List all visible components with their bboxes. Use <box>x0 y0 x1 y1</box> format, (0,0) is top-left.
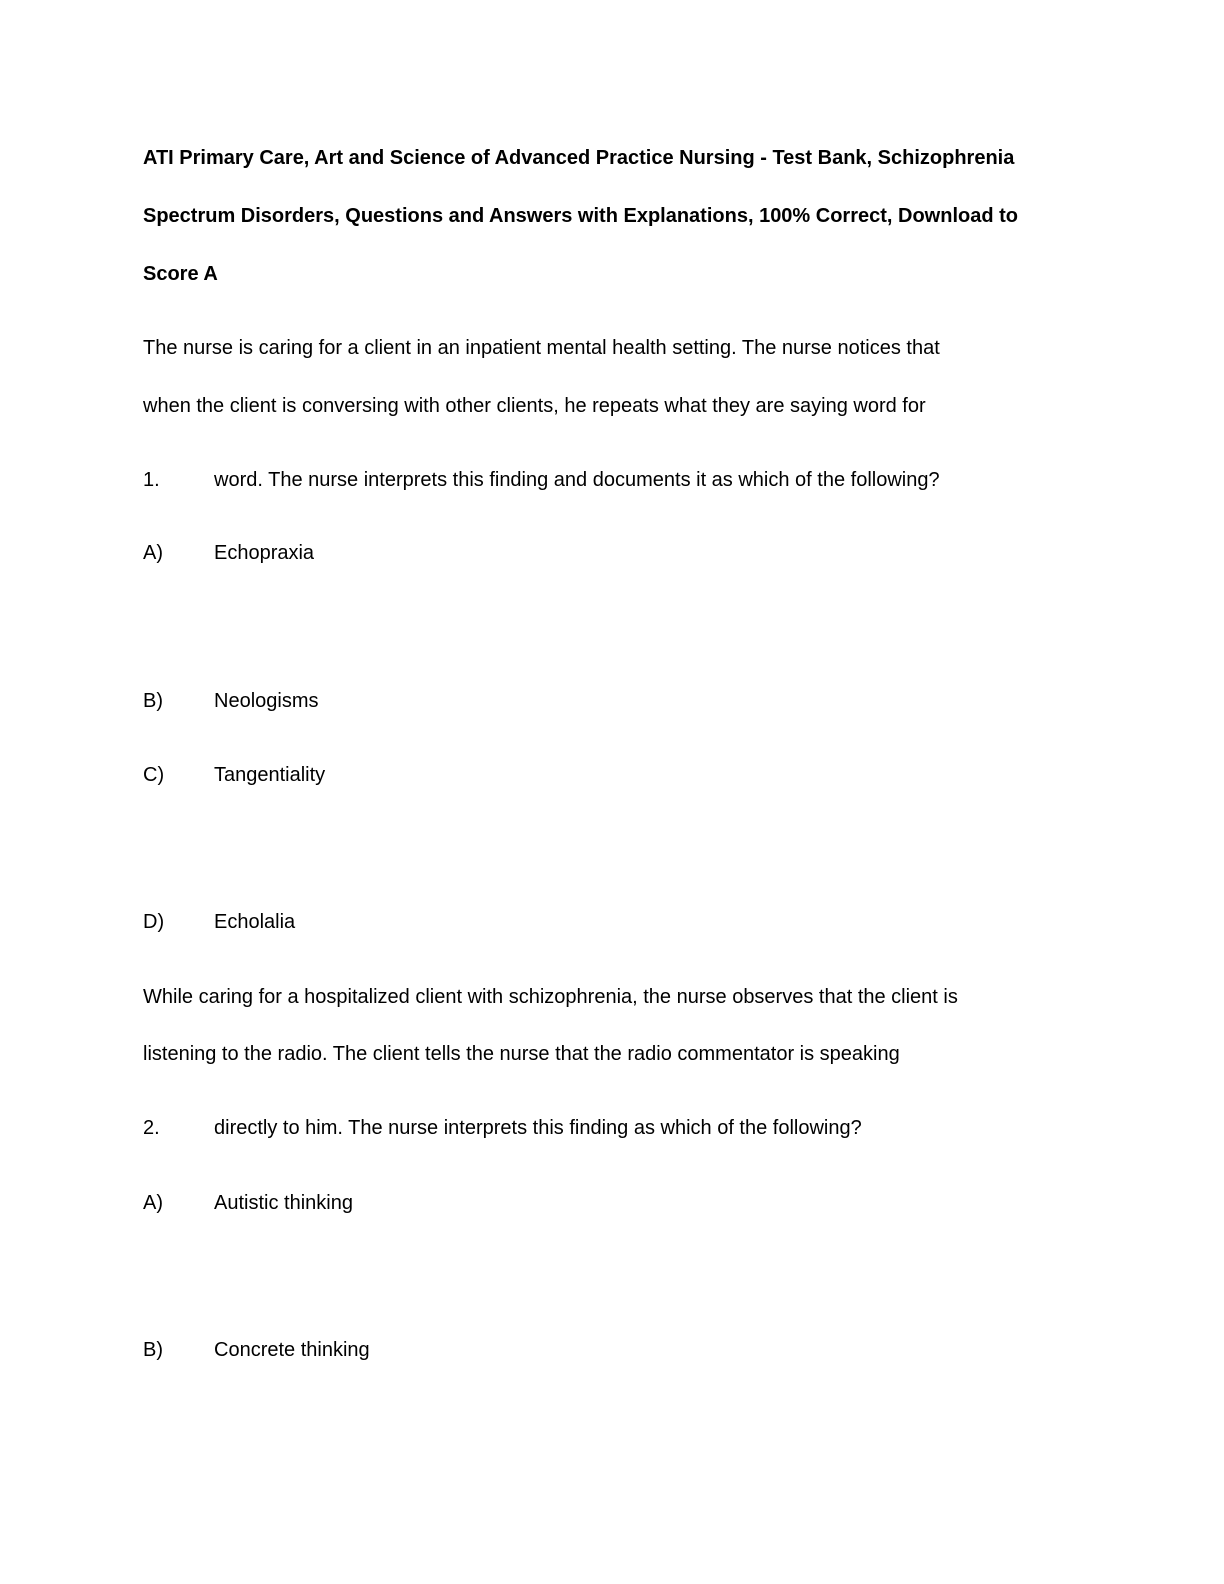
question-1-stem-line-1: The nurse is caring for a client in an inpatient mental health setting. The nurse notices that <box>143 337 940 359</box>
question-1-number: 1. <box>143 469 160 491</box>
document-title-line-1: ATI Primary Care, Art and Science of Advanced Practice Nursing - Test Bank, Schizophrenia <box>143 147 1015 169</box>
question-2-option-a-text: Autistic thinking <box>214 1192 353 1214</box>
document-title-line-2: Spectrum Disorders, Questions and Answers with Explanations, 100% Correct, Download to <box>143 205 1018 227</box>
question-2-option-b-letter: B) <box>143 1339 163 1361</box>
question-2-option-b-text: Concrete thinking <box>214 1339 370 1361</box>
question-1-option-d-letter: D) <box>143 911 165 933</box>
question-1-stem-last: word. The nurse interprets this finding and documents it as which of the following? <box>214 469 940 491</box>
question-2-stem-line-2: listening to the radio. The client tells the nurse that the radio commentator is speaking <box>143 1043 900 1065</box>
question-2-stem-line-1: While caring for a hospitalized client with schizophrenia, the nurse observes that the client is <box>143 986 958 1008</box>
question-2-stem-last: directly to him. The nurse interprets this finding as which of the following? <box>214 1117 862 1139</box>
question-1-option-b-letter: B) <box>143 690 163 712</box>
question-1-option-d-text: Echolalia <box>214 911 296 933</box>
question-1-option-c-text: Tangentiality <box>214 764 326 786</box>
question-1-option-a-letter: A) <box>143 542 163 564</box>
question-2-option-a-letter: A) <box>143 1192 163 1214</box>
question-1-option-c-letter: C) <box>143 764 165 786</box>
question-1-stem-line-2: when the client is conversing with other clients, he repeats what they are saying word for <box>143 395 926 417</box>
question-2-number: 2. <box>143 1117 160 1139</box>
question-1-option-b-text: Neologisms <box>214 690 319 712</box>
question-1-option-a-text: Echopraxia <box>214 542 315 564</box>
document-title-line-3: Score A <box>143 263 218 285</box>
